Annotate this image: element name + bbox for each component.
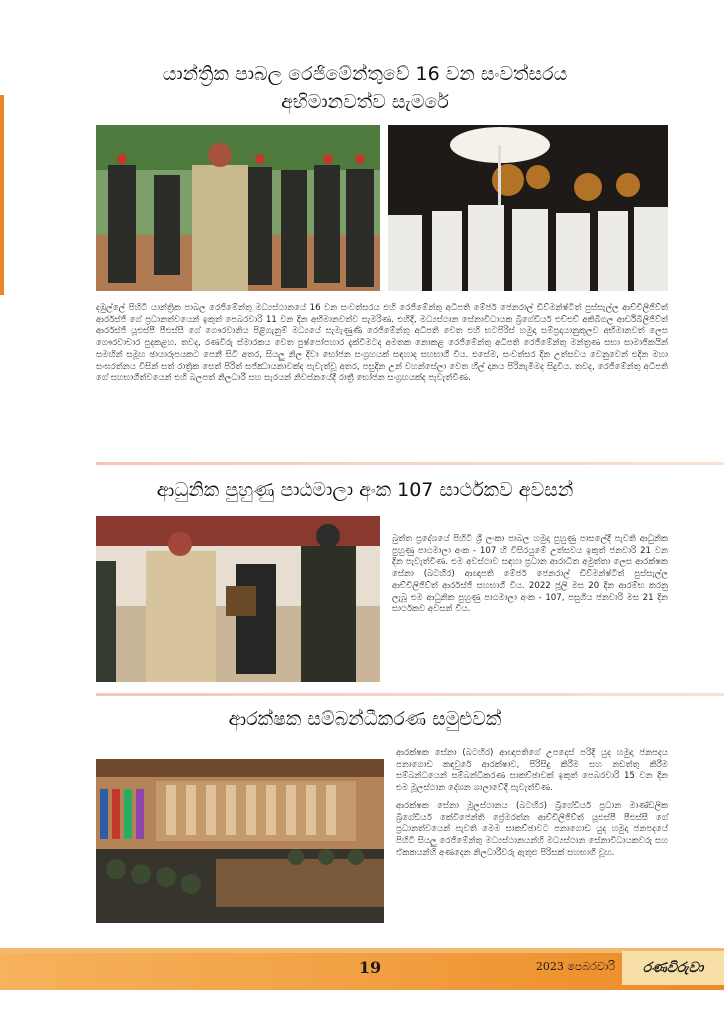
divider-2 [96,693,724,696]
article3-paragraph-1: ආරක්ෂක සේනා (බටහිර) ආඥාපතිගේ උපදෙස් පරිදි යුද හමුදා ජනපදය පනාගොඩ කඳවුරේ ආරක්ෂාව, පිරිසිදු කිරීම සහ නඩත්තු කිරීම සම්බන්ධයෙන් සම්බන්ධීකරණ සාකච්ඡාවක් ඉකුත් පෙබරවාරි 15 වන දින එම මූලස්ථාන දේශන ශාලාවේදී පැවැත්විණ. [396,748,668,794]
page-footer [0,948,724,990]
article1-title-line2: අභිමානවත්ව සැමරේ [281,91,449,113]
article3-body [396,748,668,865]
left-edge-tab [0,95,4,295]
page-number: 19 [358,958,382,977]
article2-paragraph: බුත්ත ප්‍රදේශයේ පිහිටි ශ්‍රී ලංකා පාබල හමුදා පුහුණු පාසලේදී පැවති ආධුනික පුහුණු පාඨමාලා අංක - 107 හි විසිරයුමේ උත්සවය ඉකුත් ජනවාරි 21 වන දින පැවැත්විණ. එම අවස්ථාව සඳහා ප්‍රධාන ආරාධිත අමුත්තා ලෙස ආරක්ෂක සේනා (බටහිර) ආඥාපති මේජර් ජෙනරාල් ඩිව්මන්ෂ්ටිත් පුස්සැල්ල ආච්චිලිජිව්ත් ආර්රස්ජි සහභාගී විය. 2022 ජූලි මස 20 දින ආරම්භ කරනු ලැබූ එම ආධුනික පුහුණු පාඨමාලා අංක - 107, පසුගිය ජනවාරි මස 21 දින සාර්ථකව අවසන් විය. [392,534,668,615]
article1-body [96,303,668,391]
divider-1 [96,462,724,465]
issue-date: 2023 පෙබරවාරි [535,960,615,973]
article2-body [392,534,668,622]
footer-bar-highlight [0,948,724,953]
article3-paragraph-2: ආරක්ෂක සේනා මූලස්ථානය (බටහිර) බ්‍රිගේඩියර් ප්‍රධාන මාණ්ඩලික බ්‍රිගේඩියර් කේවිජෙන්ති ප්‍රේමරත්න ආච්චිලිජිව්ත් යූඑස්පී පීඑස්සී ගේ ප්‍රධානත්වයෙන් පැවති මෙම සාකච්ඡාවට පනාගොඩ යුද හමුදා ජනපදයේ පිහිටි සියලු රෙජිමේන්තු මධ්‍යස්ථානයන්හි මධ්‍යස්ථාන සේනාවිධායකවරු සහ ඒකකයන්හි අණදෙන නිලධාරීවරු ඇතුළු පිරිසක් සහභාගී වූහ. [396,800,668,858]
article1-title-line1: යාන්ත්‍රික පාබල රෙජිමේන්තුවේ 16 වන සංවත්සරය [162,63,568,85]
article2-title: ආධුනික පුහුණු පාඨමාලා අංක 107 සාර්ථකව අවසන් [156,479,574,501]
article1-paragraph: දඹුල්ලේ පිහිටි යාන්ත්‍රික පාබල රෙජිමේන්තු මධ්‍යස්ථානයේ 16 වන සංවත්සරය එහි රෙජිමේන්තු අධිපති මේජර් ජෙනරාල් ඩිව්මන්ෂ්ටිත් පුස්සැල්ල ආච්චිලිජිව්ත් ආර්රස්ජි ගේ ප්‍රධානත්වයෙන් ඉකුත් පෙබරවාරි 11 වන දින අභිමානවත්ව සැමරිණ. එහිදී, මධ්‍යස්ථාන සේනාවිධායක බ්‍රිගේඩියර් එච්එච් අකිබිගල ආර්ඩිබිලිජිව්ත් ආර්රස්ජි යූඑස්පී පීඑස්සී ගේ ගෞරවානිය පිළිගැනුම් මධ්‍යයේ සැමැණුණි රෙජිමේන්තු අධිපති වෙත එහි භටපිරිස් හමුදා සම්ප්‍රදායානුකූලව අභිමානවත් ලෙස ගෞරවාචාර පුදකළහ. තවද, රණවිරු ස්මාරකය වෙත පුෂ්පෝපහාර දැක්විමටද අමතක නොකළ රෙජිමේන්තු අධිපති රෙජිමේන්තු මන්ත්‍රණ සභා සාමාජිකයින් සමඟින් සමූහ ඡායාරූපයකට පෙනී සිටි අතර, සියලු නිල දිවා භෝජන සංග්‍රහයක් සඳහාද සහභාගී විය. එසේම, සංවත්සර දින උත්සවය වෙනුවෙන් එදින මහා සංඝරත්නය විසින් සත් රාත්‍රික සෙත් පිරිත් සජ්ඣායනාවක්ද පැවැත්වූ අතර, පසුදින උන් වහන්සේලා වෙත හීල් දානය පිරිනැමිමද සිදුවිය. තවද, රෙජිමේන්තු අධිපති ගේ සහභාගීත්වයෙන් එහි බලපත් නිලධාරී සහ සැරයන් නිවස්නයේදී රාත්‍රී භෝජන සංග්‍රහයක්ද පැවැත්විණ. [96,303,668,384]
article1-photo-left [96,125,380,291]
article3-photo [96,759,384,923]
article2-photo [96,516,380,682]
article1-photo-right [388,125,668,291]
article3-title: ආරක්ෂක සම්බන්ධීකරණ සමුළුවක් [228,708,502,730]
magazine-logo: රණවිරුවා [622,951,724,985]
article1-title [60,60,670,116]
